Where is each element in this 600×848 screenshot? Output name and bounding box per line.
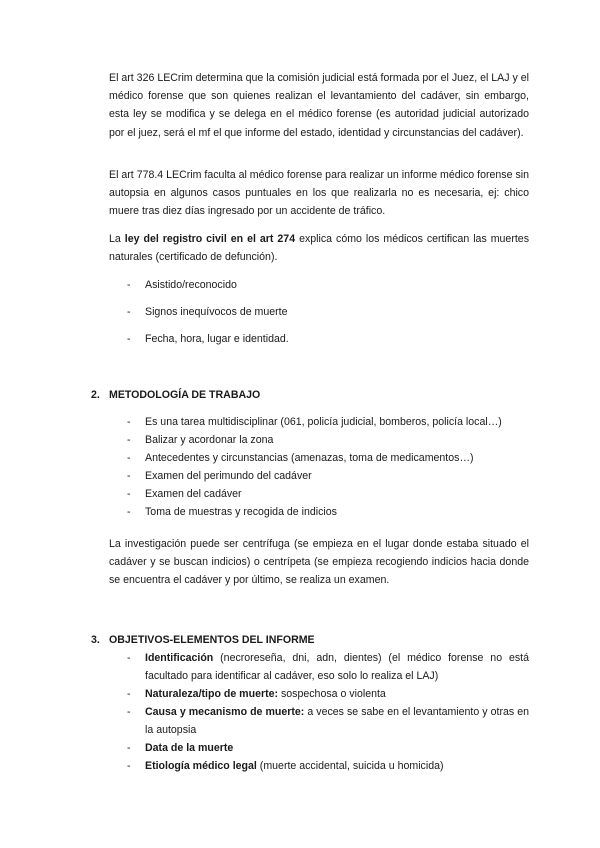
intro-paragraph-1: El art 326 LECrim determina que la comisión judicial está formada por el Juez, el LAJ y el médico forense que son quienes realizan el levantamiento del cadáver, sin embargo, esta ley se modifica y se delega en el médico forense (es autoridad judicial autorizado por el juez, será el mf el que informe del estado, identidad y circunstancias del cadáver). [109, 72, 529, 139]
section-2-paragraph: La investigación puede ser centrífuga (se empieza en el lugar donde estaba situado el cadáver y se buscan indicios) o centrípeta (se empieza recogiendo indicios hacia donde se encuentra el cadáver y por último, se realiza un examen. [109, 538, 529, 587]
document-page: El art 326 LECrim determina que la comisión judicial está formada por el Juez, el LAJ y el médico forense que son quienes realizan el levantamiento del cadáver, sin embargo, esta ley se modifica y se delega en el médico forense (es autoridad judicial autorizado por el juez, será el mf el que informe del estado, identidad y circunstancias del cadáver). El art 778.4 LECrim faculta al médico forense para realizar un informe médico forense sin autopsia en algunos casos puntuales en los que realizarla no es necesaria, ej: chico muere tras diez días ingresado por un accidente de tráfico. La ley del registro civil en el art 274 explica cómo los médicos certifican las muertes naturales (certificado de defunción). - Asistido/reconocido - Signos inequívocos de muerte - Fecha, hora, lugar e identidad. 2. METODOLOGÍA DE TRABAJO - Es una tarea multidisciplinar (061, policía judicial, bomberos, policía local…) - Balizar y acordonar la zona - Antecedentes y circunstancias (amenazas, toma de medicamentos…) - Examen del perimundo del cadáver - Examen del cadáver - Toma de muestras y recogida de indicios La investigación puede ser centrífuga (se empieza en el lugar donde estaba situado el cadáver y se buscan indicios) o centrípeta (se empieza recogiendo indicios hacia donde se encuentra el cadáver y por último, se realiza un examen. 3. OBJETIVOS-ELEMENTOS DEL INFORME - Identificación (necroreseña, dni, adn, dientes) (el médico forense no está facultado para identificar al cadáver, eso solo lo realiza el LAJ) - Naturaleza/tipo de muerte: sospechosa o violenta - Causa y mecanismo de muerte: a veces se sabe en el levantamiento y otras en la autopsia - Data de la muerte - Etiología médico legal (muerte accidental, suicida u homicida) [0, 0, 600, 848]
law-reference: ley del registro civil en el art 274 [124, 233, 296, 245]
intro-paragraph-3: La ley del registro civil en el art 274 explica cómo los médicos certifican las muertes naturales (certificado de defunción). [109, 233, 529, 264]
intro-paragraph-2: El art 778.4 LECrim faculta al médico forense para realizar un informe médico forense sin autopsia en algunos casos puntuales en los que realizarla no es necesaria, ej: chico muere tras diez días ingresado por un accidente de tráfico. [109, 169, 529, 218]
